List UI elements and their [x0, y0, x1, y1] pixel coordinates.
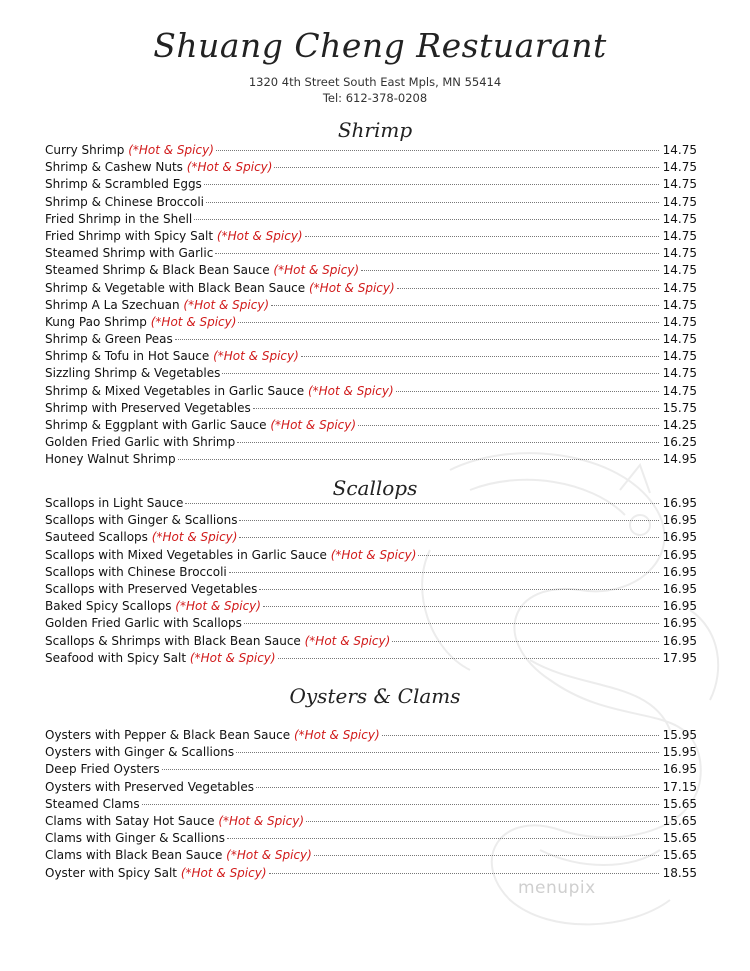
- dish-name: Shrimp & Cashew Nuts: [45, 160, 183, 175]
- dish-name: Fried Shrimp in the Shell: [45, 211, 193, 226]
- dish-name: Oysters with Preserved Vegetables: [45, 779, 255, 794]
- menupix-watermark: menupix: [518, 878, 596, 898]
- menu-item: [45, 495, 697, 512]
- menu-item-name: [45, 297, 269, 314]
- dot-leader: [239, 537, 658, 538]
- dot-leader: [239, 520, 658, 521]
- spicy-label: (*Hot & Spicy): [151, 530, 238, 545]
- menu-item-name: [45, 245, 213, 262]
- menu-item-name: [45, 331, 173, 348]
- menu-item: [45, 451, 697, 468]
- menu-item-name: [45, 383, 394, 400]
- menu-item: [45, 830, 697, 847]
- menu-item-name: [45, 262, 359, 279]
- dot-leader: [305, 236, 659, 237]
- menu-item-price: 15.95: [662, 745, 697, 760]
- restaurant-header: [0, 26, 750, 105]
- spicy-label: (*Hot & Spicy): [270, 418, 357, 432]
- menu-item-name: [45, 348, 299, 365]
- menu-item-price: 14.75: [662, 263, 697, 278]
- menu-item-name: [45, 529, 237, 546]
- dish-name: Baked Spicy Scallops: [45, 599, 172, 614]
- spicy-label: (*Hot & Spicy): [183, 297, 270, 312]
- dish-name: Scallops in Light Sauce: [45, 496, 184, 510]
- menu-item: [45, 865, 697, 882]
- dot-leader: [397, 288, 659, 289]
- dot-leader: [236, 752, 659, 753]
- menu-list-shrimp: [45, 142, 697, 469]
- dot-leader: [229, 572, 659, 573]
- spicy-label: (*Hot & Spicy): [189, 650, 276, 665]
- dot-leader: [392, 641, 658, 642]
- menu-item: [45, 598, 697, 615]
- menu-item-price: 14.75: [662, 366, 697, 381]
- spicy-label: (*Hot & Spicy): [213, 349, 299, 364]
- dot-leader: [396, 391, 659, 392]
- menu-item-price: 16.95: [662, 496, 697, 510]
- dish-name: Golden Fried Garlic with Scallops: [45, 616, 242, 631]
- dot-leader: [418, 555, 658, 556]
- menu-item-name: [45, 615, 242, 632]
- menu-item: [45, 796, 697, 813]
- dish-name: Sauteed Scallops: [45, 530, 148, 545]
- dot-leader: [227, 838, 659, 839]
- menu-item: [45, 400, 697, 417]
- dot-leader: [237, 442, 658, 443]
- menu-item: [45, 262, 697, 279]
- menu-item-price: 14.75: [662, 246, 697, 261]
- menu-item-price: 16.95: [662, 530, 697, 545]
- menu-item-price: 14.75: [662, 211, 697, 226]
- menu-item-price: 18.55: [662, 865, 697, 880]
- menu-item: [45, 383, 697, 400]
- menu-item-name: [45, 830, 225, 847]
- section-title-oysters-clams: Oysters & Clams: [289, 684, 461, 708]
- dish-name: Shrimp & Mixed Vegetables in Garlic Sauce: [45, 383, 305, 398]
- menu-item: [45, 194, 697, 211]
- spicy-label: (*Hot & Spicy): [273, 263, 360, 278]
- dot-leader: [216, 150, 659, 151]
- dish-name: Scallops with Mixed Vegetables in Garlic Sauce: [45, 547, 327, 562]
- section-title-shrimp: Shrimp: [337, 118, 413, 142]
- dish-name: Steamed Shrimp with Garlic: [45, 246, 214, 261]
- dish-name: Fried Shrimp with Spicy Salt: [45, 228, 214, 243]
- restaurant-title: Shuang Cheng Restuarant: [153, 26, 607, 65]
- dish-name: Scallops with Preserved Vegetables: [45, 581, 258, 596]
- menu-item-price: 16.95: [662, 633, 697, 648]
- menu-item-name: [45, 159, 272, 176]
- spicy-label: (*Hot & Spicy): [308, 280, 395, 295]
- menu-item: [45, 142, 697, 159]
- menu-item-name: [45, 495, 183, 512]
- dot-leader: [162, 769, 659, 770]
- menu-item-price: 14.75: [662, 314, 697, 329]
- menu-item-price: 14.75: [662, 143, 697, 157]
- dot-leader: [358, 425, 659, 426]
- spicy-label: (*Hot & Spicy): [226, 848, 312, 863]
- menu-item-name: [45, 564, 227, 581]
- dot-leader: [238, 322, 658, 323]
- spicy-label: (*Hot & Spicy): [128, 143, 214, 157]
- menu-item: [45, 348, 697, 365]
- menu-item-name: [45, 142, 214, 159]
- spicy-label: (*Hot & Spicy): [330, 547, 417, 562]
- dish-name: Oysters with Pepper & Black Bean Sauce: [45, 728, 291, 742]
- dot-leader: [194, 219, 658, 220]
- menu-item: [45, 245, 697, 262]
- menu-item: [45, 512, 697, 529]
- dish-name: Scallops & Shrimps with Black Bean Sauce: [45, 633, 301, 648]
- menu-item-name: [45, 434, 235, 451]
- dot-leader: [269, 873, 659, 874]
- menu-item: [45, 331, 697, 348]
- menu-item-price: 16.95: [662, 564, 697, 579]
- menu-item: [45, 529, 697, 546]
- dot-leader: [142, 804, 659, 805]
- dot-leader: [382, 735, 659, 736]
- menu-item-name: [45, 727, 380, 744]
- menu-item-price: 14.75: [662, 280, 697, 295]
- dish-name: Clams with Black Bean Sauce: [45, 848, 223, 863]
- dot-leader: [271, 305, 659, 306]
- menu-item-price: 14.75: [662, 332, 697, 347]
- menu-item: [45, 744, 697, 761]
- dot-leader: [259, 589, 658, 590]
- menu-item-name: [45, 365, 220, 382]
- dish-name: Shrimp & Eggplant with Garlic Sauce: [45, 418, 267, 432]
- menu-item-price: 14.75: [662, 349, 697, 364]
- section-title-scallops: Scallops: [332, 476, 418, 500]
- menu-item-name: [45, 280, 395, 297]
- spicy-label: (*Hot & Spicy): [218, 813, 304, 828]
- menu-item: [45, 847, 697, 864]
- dish-name: Clams with Satay Hot Sauce: [45, 813, 215, 828]
- menu-item-price: 15.95: [662, 728, 697, 742]
- dot-leader: [244, 623, 659, 624]
- dot-leader: [301, 356, 659, 357]
- spicy-label: (*Hot & Spicy): [175, 599, 261, 614]
- menu-item-name: [45, 796, 140, 813]
- menu-item-name: [45, 176, 202, 193]
- dish-name: Oysters with Ginger & Scallions: [45, 745, 235, 760]
- menu-item-name: [45, 813, 304, 830]
- menu-item-price: 16.95: [662, 513, 697, 528]
- menu-item-name: [45, 228, 303, 245]
- dish-name: Honey Walnut Shrimp: [45, 452, 176, 467]
- spicy-label: (*Hot & Spicy): [307, 383, 394, 398]
- menu-item: [45, 434, 697, 451]
- menu-item-name: [45, 744, 234, 761]
- menu-item: [45, 280, 697, 297]
- menu-item-price: 16.95: [662, 616, 697, 631]
- menu-item-price: 14.75: [662, 177, 697, 192]
- menu-item-price: 15.75: [662, 400, 697, 415]
- menu-item: [45, 727, 697, 744]
- menu-item-price: 14.75: [662, 194, 697, 209]
- dish-name: Sizzling Shrimp & Vegetables: [45, 366, 221, 381]
- restaurant-phone: Tel: 612-378-0208: [322, 91, 428, 105]
- menu-item: [45, 633, 697, 650]
- menu-item-name: [45, 211, 192, 228]
- dot-leader: [178, 459, 659, 460]
- dot-leader: [263, 606, 659, 607]
- menu-item-name: [45, 417, 356, 434]
- menu-item: [45, 761, 697, 778]
- menu-item-name: [45, 633, 390, 650]
- menu-item-price: 14.75: [662, 383, 697, 398]
- spicy-label: (*Hot & Spicy): [150, 314, 237, 329]
- dot-leader: [185, 503, 658, 504]
- menu-item: [45, 211, 697, 228]
- menu-item-price: 16.25: [662, 435, 697, 450]
- dish-name: Shrimp A La Szechuan: [45, 297, 180, 312]
- menu-item: [45, 581, 697, 598]
- menu-item-name: [45, 650, 276, 667]
- menu-item: [45, 159, 697, 176]
- dish-name: Golden Fried Garlic with Shrimp: [45, 435, 236, 450]
- menu-item: [45, 314, 697, 331]
- dish-name: Shrimp & Tofu in Hot Sauce: [45, 349, 210, 364]
- menu-item-price: 14.75: [662, 160, 697, 175]
- dish-name: Deep Fried Oysters: [45, 762, 160, 777]
- menu-item-price: 16.95: [662, 599, 697, 614]
- menu-item-price: 16.95: [662, 762, 697, 777]
- menu-item-price: 14.95: [662, 452, 697, 467]
- menu-item-name: [45, 314, 236, 331]
- dot-leader: [206, 202, 659, 203]
- menu-item-price: 17.95: [662, 650, 697, 665]
- menu-item: [45, 547, 697, 564]
- menu-item-price: 15.65: [662, 831, 697, 846]
- menu-item: [45, 813, 697, 830]
- spicy-label: (*Hot & Spicy): [304, 633, 391, 648]
- menu-item: [45, 297, 697, 314]
- dot-leader: [314, 855, 659, 856]
- dish-name: Scallops with Chinese Broccoli: [45, 564, 227, 579]
- menu-item-name: [45, 847, 312, 864]
- spicy-label: (*Hot & Spicy): [293, 728, 380, 742]
- dot-leader: [215, 253, 658, 254]
- dot-leader: [361, 270, 659, 271]
- dish-name: Seafood with Spicy Salt: [45, 650, 187, 665]
- menu-item-name: [45, 779, 254, 796]
- menu-item-name: [45, 194, 204, 211]
- menu-item: [45, 176, 697, 193]
- menu-item-name: [45, 865, 267, 882]
- menu-item-name: [45, 761, 160, 778]
- dish-name: Shrimp & Scrambled Eggs: [45, 177, 202, 192]
- dish-name: Clams with Ginger & Scallions: [45, 831, 226, 846]
- menu-item-price: 16.95: [662, 581, 697, 596]
- dot-leader: [278, 658, 659, 659]
- dot-leader: [274, 167, 658, 168]
- menu-list-oysters-clams: [45, 727, 697, 882]
- menu-item-name: [45, 400, 251, 417]
- menu-item: [45, 417, 697, 434]
- menu-item: [45, 564, 697, 581]
- menu-item-price: 15.65: [662, 813, 697, 828]
- dot-leader: [175, 339, 659, 340]
- dot-leader: [306, 821, 659, 822]
- menu-item-price: 15.65: [662, 796, 697, 811]
- restaurant-address: 1320 4th Street South East Mpls, MN 55414: [248, 75, 502, 89]
- dish-name: Shrimp with Preserved Vegetables: [45, 400, 251, 415]
- menu-item-price: 15.65: [662, 848, 697, 863]
- menu-item-price: 17.15: [662, 779, 697, 794]
- dish-name: Steamed Clams: [45, 796, 140, 811]
- menu-item: [45, 365, 697, 382]
- dish-name: Shrimp & Vegetable with Black Bean Sauce: [45, 280, 306, 295]
- dot-leader: [256, 787, 659, 788]
- spicy-label: (*Hot & Spicy): [186, 160, 273, 175]
- menu-item: [45, 779, 697, 796]
- spicy-label: (*Hot & Spicy): [216, 228, 303, 243]
- dot-leader: [204, 184, 659, 185]
- dish-name: Scallops with Ginger & Scallions: [45, 513, 238, 528]
- menu-item-name: [45, 547, 416, 564]
- dish-name: Shrimp & Chinese Broccoli: [45, 194, 204, 209]
- dish-name: Shrimp & Green Peas: [45, 332, 173, 347]
- menu-item: [45, 650, 697, 667]
- menu-item-name: [45, 598, 261, 615]
- menu-item-price: 14.75: [662, 228, 697, 243]
- spicy-label: (*Hot & Spicy): [180, 865, 267, 880]
- dish-name: Oyster with Spicy Salt: [45, 865, 177, 880]
- dot-leader: [253, 408, 659, 409]
- menu-list-scallops: [45, 495, 697, 667]
- dish-name: Curry Shrimp: [45, 143, 125, 157]
- menu-item-name: [45, 451, 176, 468]
- dot-leader: [222, 373, 658, 374]
- menu-item: [45, 228, 697, 245]
- menu-item-price: 16.95: [662, 547, 697, 562]
- dish-name: Steamed Shrimp & Black Bean Sauce: [45, 263, 270, 278]
- menu-item-price: 14.75: [662, 297, 697, 312]
- menu-item-name: [45, 512, 237, 529]
- menu-item: [45, 615, 697, 632]
- menu-item-name: [45, 581, 257, 598]
- menu-item-price: 14.25: [662, 418, 697, 432]
- dish-name: Kung Pao Shrimp: [45, 314, 147, 329]
